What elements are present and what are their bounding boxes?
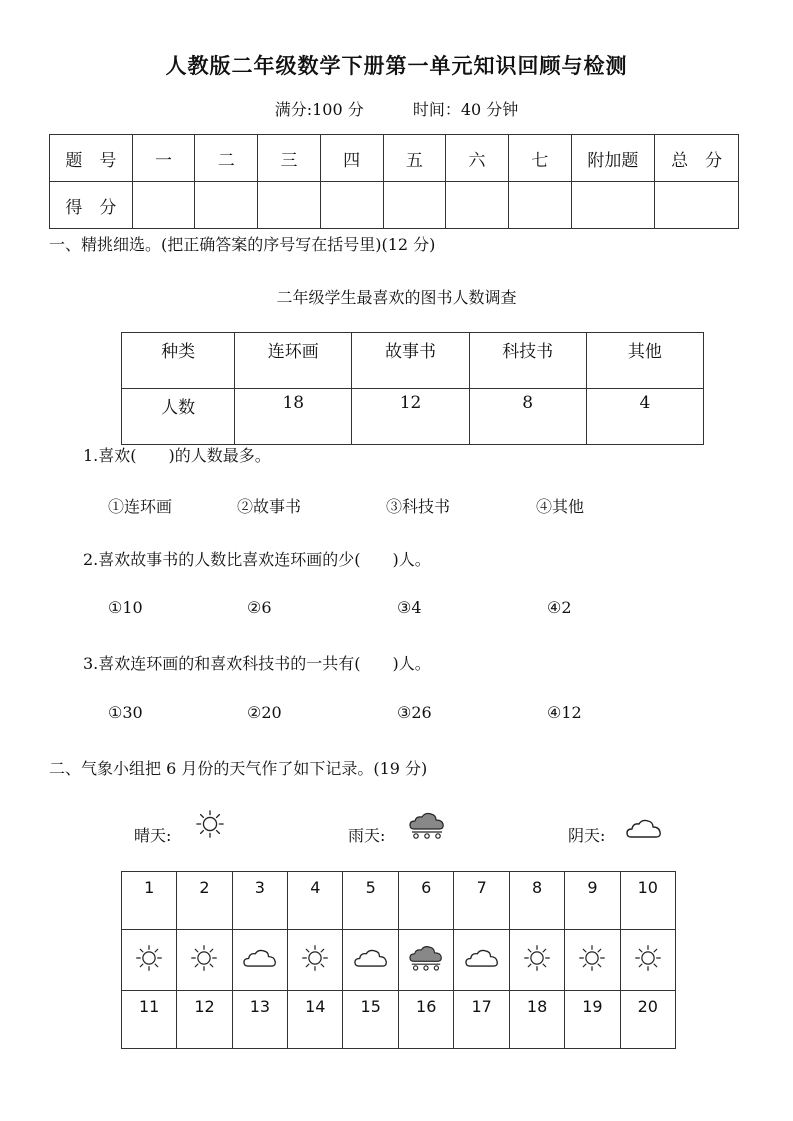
survey-value: 18 [235,389,352,445]
survey-header-cell: 种类 [122,333,235,389]
survey-row-label: 人数 [122,389,235,445]
day-number: 7 [454,872,509,930]
header-cell: 二 [195,135,258,182]
question-2-stem: 2.喜欢故事书的人数比喜欢连环画的少( )人。 [83,550,431,569]
header-cell: 七 [508,135,571,182]
day-number: 16 [398,991,453,1049]
header-cell: 四 [320,135,383,182]
question-2-option[interactable]: ①10 [108,598,143,617]
survey-value: 12 [352,389,469,445]
rain-icon [409,812,445,840]
weather-icons-row [122,930,676,991]
section1-heading: 一、精挑细选。(把正确答案的序号写在括号里)(12 分) [49,235,436,254]
survey-header-cell: 故事书 [352,333,469,389]
weather-cell [288,930,343,991]
header-cell: 一 [132,135,195,182]
weather-cell [620,930,675,991]
survey-value: 8 [469,389,586,445]
legend-rainy-label: 雨天: [348,826,386,845]
rain-icon [409,945,443,972]
question-1-option[interactable]: ④其他 [536,497,585,516]
day-number: 3 [232,872,287,930]
cloud-icon [354,948,388,969]
header-cell: 五 [383,135,446,182]
day-number: 10 [620,872,675,930]
sun-icon [190,944,218,972]
score-input-cell[interactable] [383,182,446,229]
question-1-option[interactable]: ②故事书 [237,497,302,516]
weather-cell [509,930,564,991]
cloud-icon [465,948,499,969]
question-3-option[interactable]: ④12 [547,703,582,722]
score-input-cell[interactable] [571,182,655,229]
score-input-cell[interactable] [446,182,509,229]
score-input-cell[interactable] [258,182,321,229]
day-number: 1 [122,872,177,930]
exam-meta [0,97,793,120]
header-cell: 总 分 [655,135,739,182]
day-number: 8 [509,872,564,930]
day-number: 17 [454,991,509,1049]
weather-days-row-2 [122,991,676,1049]
survey-value-row [122,389,704,445]
sun-icon [634,944,662,972]
day-number: 18 [509,991,564,1049]
question-3-option[interactable]: ②20 [247,703,282,722]
day-number: 20 [620,991,675,1049]
question-2-option[interactable]: ②6 [247,598,272,617]
weather-cell [343,930,398,991]
survey-table [121,332,704,445]
row-label: 得 分 [50,182,133,229]
day-number: 14 [288,991,343,1049]
question-1-option[interactable]: ③科技书 [386,497,451,516]
header-cell: 附加题 [571,135,655,182]
day-number: 19 [565,991,620,1049]
score-input-cell[interactable] [655,182,739,229]
weather-cell [398,930,453,991]
score-table-header-row [50,135,739,182]
sun-icon [578,944,606,972]
weather-cell [565,930,620,991]
survey-table-title: 二年级学生最喜欢的图书人数调查 [276,288,517,307]
day-number: 6 [398,872,453,930]
cloud-icon [243,948,277,969]
day-number: 9 [565,872,620,930]
question-3-option[interactable]: ③26 [397,703,432,722]
full-score: 满分:100 分 [274,100,364,119]
question-3-stem: 3.喜欢连环画的和喜欢科技书的一共有( )人。 [83,654,431,673]
page-title: 人教版二年级数学下册第一单元知识回顾与检测 [165,54,628,78]
weather-cell [232,930,287,991]
legend-cloudy-label: 阴天: [568,826,606,845]
weather-cell [122,930,177,991]
cloud-icon [626,818,662,840]
header-cell: 题 号 [50,135,133,182]
sun-icon [301,944,329,972]
survey-header-row [122,333,704,389]
day-number: 4 [288,872,343,930]
sun-icon [195,809,225,839]
weather-cell [177,930,232,991]
question-2-option[interactable]: ③4 [397,598,422,617]
survey-header-cell: 其他 [586,333,703,389]
question-2-option[interactable]: ④2 [547,598,572,617]
score-input-cell[interactable] [195,182,258,229]
section2-heading: 二、气象小组把 6 月份的天气作了如下记录。(19 分) [49,759,428,778]
day-number: 13 [232,991,287,1049]
sun-icon [135,944,163,972]
day-number: 2 [177,872,232,930]
score-table [49,134,739,229]
header-cell: 三 [258,135,321,182]
weather-cell [454,930,509,991]
question-1-option[interactable]: ①连环画 [108,497,173,516]
weather-table [121,871,676,1049]
header-cell: 六 [446,135,509,182]
day-number: 11 [122,991,177,1049]
score-table-score-row [50,182,739,229]
day-number: 12 [177,991,232,1049]
survey-value: 4 [586,389,703,445]
score-input-cell[interactable] [508,182,571,229]
sun-icon [523,944,551,972]
day-number: 15 [343,991,398,1049]
weather-days-row-1 [122,872,676,930]
score-input-cell[interactable] [132,182,195,229]
question-1-stem: 1.喜欢( )的人数最多。 [83,446,271,465]
time-limit: 时间：40 分钟 [412,100,519,119]
day-number: 5 [343,872,398,930]
survey-header-cell: 科技书 [469,333,586,389]
score-input-cell[interactable] [320,182,383,229]
question-3-option[interactable]: ①30 [108,703,143,722]
survey-header-cell: 连环画 [235,333,352,389]
legend-sunny-label: 晴天: [134,826,172,845]
